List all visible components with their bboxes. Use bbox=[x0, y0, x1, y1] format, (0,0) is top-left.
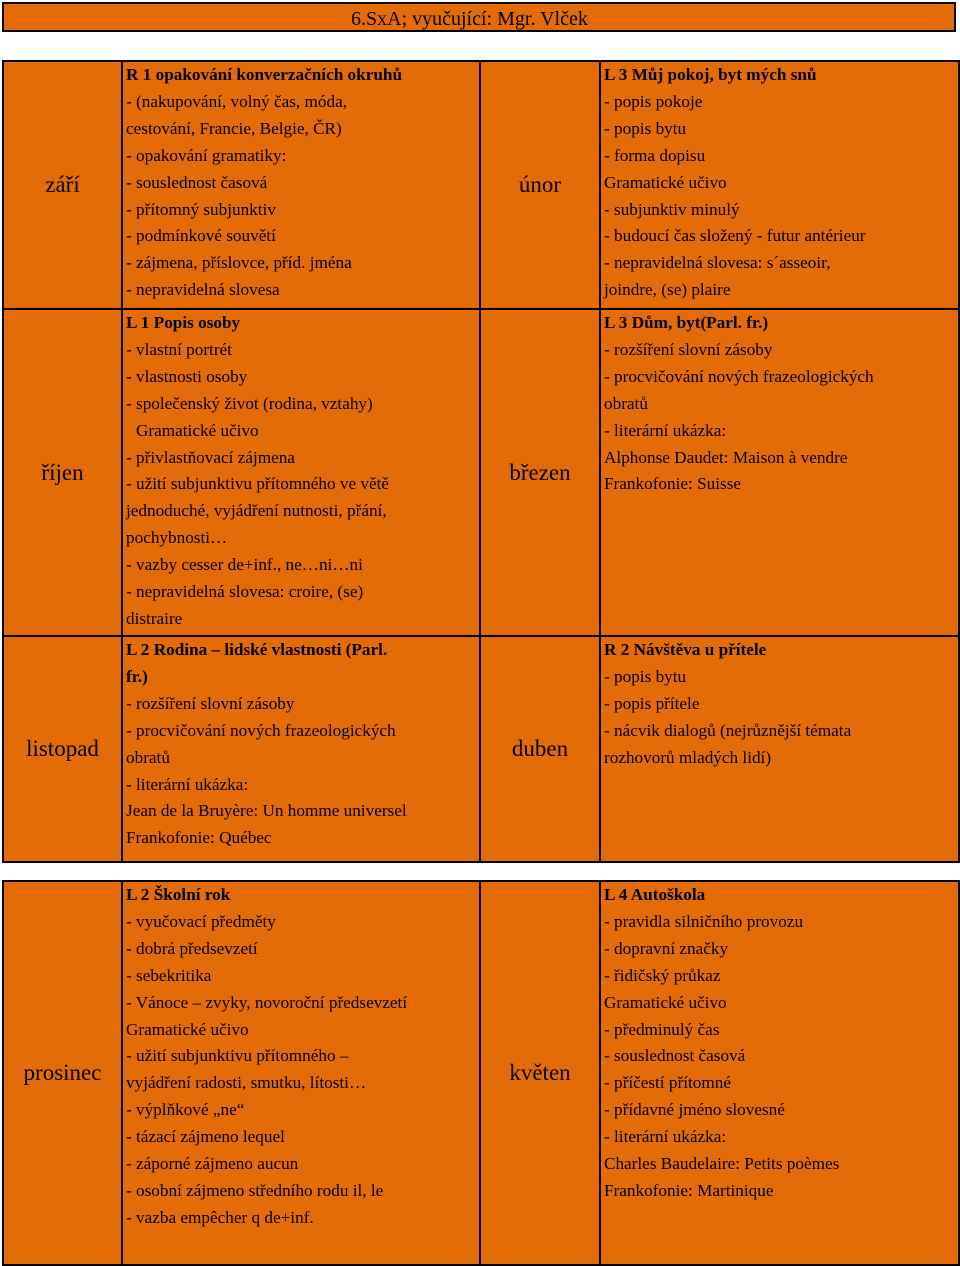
topic-line: - nepravidelná slovesa: croire, (se) bbox=[126, 582, 364, 602]
topic-line: - procvičování nových frazeologických bbox=[604, 366, 874, 386]
topic-line: - popis přítele bbox=[604, 693, 700, 713]
topic-line: - vlastnosti osoby bbox=[126, 366, 248, 386]
schedule-table-top bbox=[2, 60, 960, 863]
header-bar bbox=[2, 2, 956, 32]
topic-line: - osobní zájmeno středního rodu il, le bbox=[126, 1180, 384, 1200]
topic-line: - procvičování nových frazeologických bbox=[126, 720, 396, 740]
topic-line: Jean de la Bruyère: Un homme universel bbox=[126, 801, 407, 821]
topic-line: jednoduché, vyjádření nutnosti, přání, bbox=[126, 501, 387, 521]
topic-line: - Vánoce – zvyky, novoroční předsevzetí bbox=[126, 992, 408, 1012]
topic-line: Gramatické učivo bbox=[604, 992, 727, 1012]
topic-line: - přídavné jméno slovesné bbox=[604, 1100, 785, 1120]
topic-line: - podmínkové souvětí bbox=[126, 226, 276, 246]
topic-line: cestování, Francie, Belgie, ČR) bbox=[126, 118, 342, 138]
topic-heading: L 4 Autoškola bbox=[604, 885, 706, 904]
topic-heading: L 1 Popis osoby bbox=[126, 313, 241, 332]
month-cell: březen bbox=[480, 309, 600, 636]
topic-heading: fr.) bbox=[126, 666, 148, 686]
topic-cell bbox=[122, 636, 480, 862]
schedule-table-bottom bbox=[2, 880, 960, 1266]
topic-line: - společenský život (rodina, vztahy) bbox=[126, 393, 373, 413]
topic-line: - pravidla silničního provozu bbox=[604, 911, 804, 931]
topic-line: - rozšíření slovní zásoby bbox=[604, 339, 773, 359]
month-cell: listopad bbox=[3, 636, 122, 862]
topic-line: - rozšíření slovní zásoby bbox=[126, 693, 295, 713]
table-row bbox=[3, 636, 959, 862]
month-cell: prosinec bbox=[3, 881, 122, 1265]
topic-line: - sebekritika bbox=[126, 965, 212, 985]
topic-line: - nepravidelná slovesa: s´asseoir, bbox=[604, 253, 831, 273]
topic-line: Gramatické učivo bbox=[136, 420, 259, 440]
topic-heading: L 2 Rodina – lidské vlastnosti (Parl. bbox=[126, 640, 388, 659]
month-cell: duben bbox=[480, 636, 600, 862]
topic-line: - popis bytu bbox=[604, 666, 687, 686]
topic-line: - výplňkové „ne“ bbox=[126, 1100, 245, 1120]
topic-heading: L 3 Můj pokoj, byt mých snů bbox=[604, 65, 817, 84]
topic-cell bbox=[122, 61, 480, 309]
topic-line: - přivlastňovací zájmena bbox=[126, 447, 295, 467]
topic-line: - vlastní portrét bbox=[126, 339, 232, 359]
topic-line: - příčestí přítomné bbox=[604, 1073, 731, 1093]
topic-line: - subjunktiv minulý bbox=[604, 199, 740, 219]
topic-line: - literární ukázka: bbox=[604, 1127, 727, 1147]
table-row bbox=[3, 881, 959, 1265]
topic-heading: R 1 opakování konverzačních okruhů bbox=[126, 65, 403, 84]
topic-line: - nepravidelná slovesa bbox=[126, 280, 280, 300]
topic-line: - zájmena, příslovce, příd. jména bbox=[126, 253, 352, 273]
topic-line: - řidičský průkaz bbox=[604, 965, 721, 985]
topic-line: distraire bbox=[126, 608, 183, 628]
topic-line: - opakování gramatiky: bbox=[126, 145, 287, 165]
topic-line: Gramatické učivo bbox=[604, 172, 727, 192]
topic-line: - tázací zájmeno lequel bbox=[126, 1127, 285, 1147]
topic-line: - užití subjunktivu přítomného – bbox=[126, 1046, 349, 1066]
table-row bbox=[3, 309, 959, 636]
topic-line: obratů bbox=[604, 393, 648, 413]
topic-line: - (nakupování, volný čas, móda, bbox=[126, 91, 347, 111]
header-title: 6.SxA; vyučující: Mgr. Vlček bbox=[351, 8, 588, 30]
topic-line: vyjádření radosti, smutku, lítosti… bbox=[126, 1073, 367, 1093]
topic-line: - literární ukázka: bbox=[604, 420, 727, 440]
topic-line: - literární ukázka: bbox=[126, 774, 249, 794]
topic-line: - předminulý čas bbox=[604, 1019, 720, 1039]
topic-line: - vazby cesser de+inf., ne…ni…ni bbox=[126, 555, 363, 575]
topic-line: - dopravní značky bbox=[604, 938, 729, 958]
topic-line: - přítomný subjunktiv bbox=[126, 199, 276, 219]
month-cell: září bbox=[3, 61, 122, 309]
topic-cell bbox=[600, 881, 959, 1265]
topic-line: Gramatické učivo bbox=[126, 1019, 249, 1039]
topic-line: Frankofonie: Suisse bbox=[604, 474, 742, 494]
topic-line: - dobrá předsevzetí bbox=[126, 938, 258, 958]
topic-line: - budoucí čas složený - futur antérieur bbox=[604, 226, 866, 246]
month-cell: květen bbox=[480, 881, 600, 1265]
topic-cell bbox=[600, 61, 959, 309]
topic-line: Alphonse Daudet: Maison à vendre bbox=[604, 447, 848, 467]
topic-line: - vazba empêcher q de+inf. bbox=[126, 1207, 314, 1227]
topic-heading: R 2 Návštěva u přítele bbox=[604, 640, 767, 659]
topic-line: - forma dopisu bbox=[604, 145, 706, 165]
table-row bbox=[3, 61, 959, 309]
topic-cell bbox=[600, 636, 959, 862]
topic-cell bbox=[122, 881, 480, 1265]
topic-line: Frankofonie: Québec bbox=[126, 828, 272, 848]
topic-line: Charles Baudelaire: Petits poèmes bbox=[604, 1154, 840, 1174]
topic-line: Frankofonie: Martinique bbox=[604, 1180, 774, 1200]
topic-line: - záporné zájmeno aucun bbox=[126, 1154, 299, 1174]
month-cell: únor bbox=[480, 61, 600, 309]
topic-line: rozhovorů mladých lidí) bbox=[604, 747, 772, 767]
topic-heading: L 3 Dům, byt(Parl. fr.) bbox=[604, 313, 769, 332]
topic-line: - vyučovací předměty bbox=[126, 911, 276, 931]
topic-line: - nácvik dialogů (nejrůznější témata bbox=[604, 720, 852, 740]
topic-line: - popis bytu bbox=[604, 118, 687, 138]
topic-line: obratů bbox=[126, 747, 170, 767]
month-cell: říjen bbox=[3, 309, 122, 636]
topic-heading: L 2 Školní rok bbox=[126, 885, 231, 904]
topic-line: - souslednost časová bbox=[126, 172, 268, 192]
topic-line: - souslednost časová bbox=[604, 1046, 746, 1066]
topic-line: pochybnosti… bbox=[126, 528, 228, 548]
topic-cell bbox=[600, 309, 959, 636]
topic-line: - užití subjunktivu přítomného ve větě bbox=[126, 474, 390, 494]
topic-cell bbox=[122, 309, 480, 636]
topic-line: joindre, (se) plaire bbox=[604, 280, 731, 300]
topic-line: - popis pokoje bbox=[604, 91, 703, 111]
